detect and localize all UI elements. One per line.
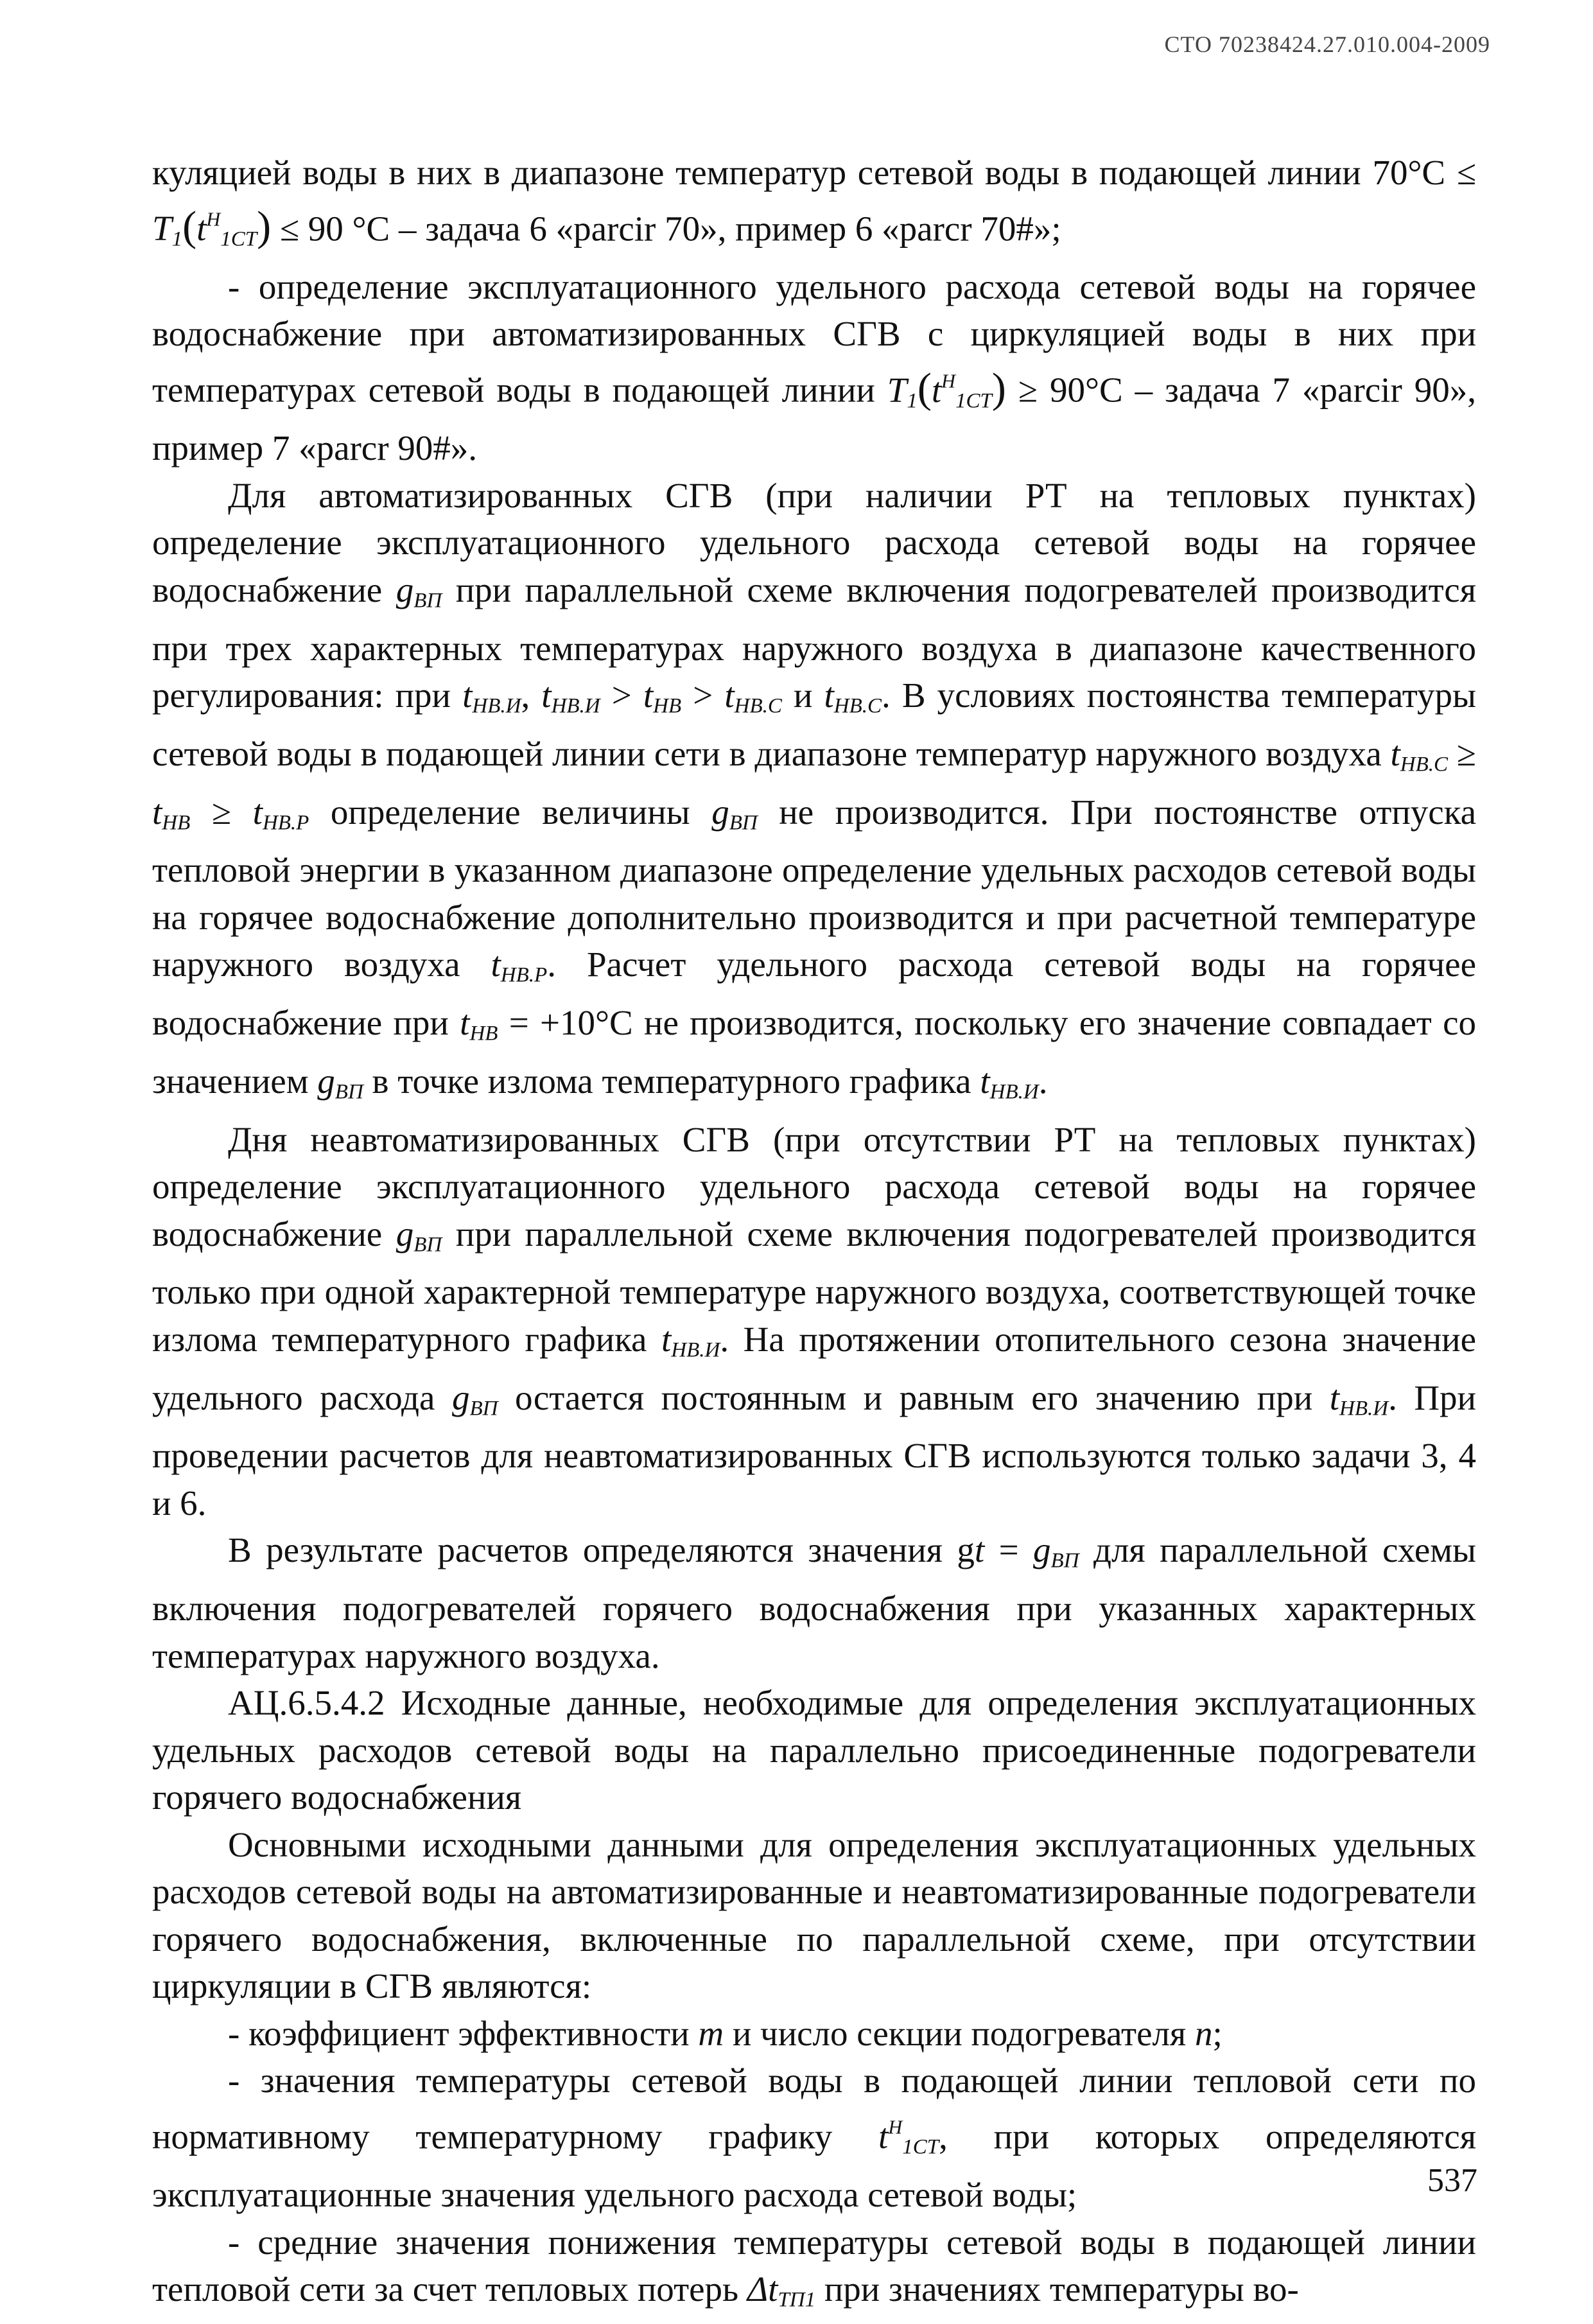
symbol-t-hbi: $t_{НВ.И}$: [661, 1319, 720, 1362]
symbol-t-hb: $t_{НВ}$: [152, 792, 191, 834]
symbol-t-hbi: $t_{НВ.И}$: [462, 676, 521, 718]
formula-T1-t1ct: $T_1(t^Н_{1СТ})$: [887, 364, 1006, 412]
text-line: куляцией воды в них в диапазоне температур сетевой воды в подающей линии: [152, 153, 1361, 192]
symbol-g-vp: $g_{ВП}$: [711, 792, 758, 834]
text-fragment: 70°С ≤: [1372, 153, 1477, 192]
paragraph-results: В результате расчетов определяются значения gt = $g_{ВП}$ для параллельной схемы включения подогревателей горячего водоснабжения при указанных характерных температурах наружного воздуха.: [152, 1530, 1476, 1675]
symbol-n: n: [1194, 2013, 1213, 2053]
formula-T1-t1ct: $T_1(t^Н_{1СТ})$: [152, 203, 272, 251]
symbol-t-hbi: $t_{НВ.И}$: [541, 676, 600, 718]
symbol-t-hbc: $t_{НВ.С}$: [824, 676, 882, 718]
symbol-t-hb: $t_{НВ}$: [643, 676, 682, 718]
paragraph-non-automated-sgv: Дня неавтоматизированных СГВ (при отсутствии РТ на тепловых пунктах) определение эксплуатационного удельного расхода сетевой воды на горячее водоснабжение $g_{ВП}$ при параллельной схеме включения подогревателей производится только при одной характерной температуре наружного воздуха, соответствующей точке излома температурного графика $t_{НВ.И}$. На протяжении отопительного сезона значение удельного расхода $g_{ВП}$ остается постоянным и равным его значению при $t_{НВ.И}$. При проведении расчетов для неавтоматизированных СГВ используются только задачи 3, 4 и 6.: [152, 1119, 1476, 1523]
symbol-delta-t-tp1: $\Delta t_{ТП1}$: [747, 2269, 816, 2312]
list-item-coefficient: - коэффициент эффективности m и число секции подогревателя n;: [228, 2013, 1223, 2053]
document-body: [152, 149, 1476, 2324]
symbol-m: m: [698, 2013, 724, 2053]
symbol-t-hb: $t_{НВ}$: [460, 1003, 498, 1045]
paragraph-automated-sgv: Для автоматизированных СГВ (при наличии РТ на тепловых пунктах) определение эксплуатационного удельного расхода сетевой воды на горячее водоснабжение $g_{ВП}$ при параллельной схеме включения подогревателей производится при трех характерных температурах наружного воздуха в диапазоне качественного регулирования: при $t_{НВ.И}$, $t_{НВ.И} > t_{НВ} > t_{НВ.С}$ и $t_{НВ.С}$. В условиях постоянства температуры сетевой воды в подающей линии сети в диапазоне температур наружного воздуха $t_{НВ.С} \ge t_{НВ} \ge t_{НВ.Р}$ определение величины $g_{ВП}$ не производится. При постоянстве отпуска тепловой энергии в указанном диапазоне определение удельных расходов сетевой воды на горячее водоснабжение дополнительно производится и при расчетной температуре наружного воздуха $t_{НВ.Р}$. Расчет удельного расхода сетевой воды на горячее водоснабжение при $t_{НВ} = +10^\circ С$ не производится, поскольку его значение совпадает со значением $g_{ВП}$ в точке излома температурного графика $t_{НВ.И}$.: [152, 475, 1477, 1104]
symbol-t-hbi: $t_{НВ.И}$: [980, 1061, 1039, 1104]
list-item-task-7: [152, 263, 1476, 472]
document-code-header: СТО 70238424.27.010.004-2009: [1164, 31, 1490, 57]
symbol-g-vp: $g_{ВП}$: [317, 1061, 363, 1104]
symbol-g-vp: $g_{ВП}$: [396, 1214, 442, 1256]
symbol-g-vp: $g_{ВП}$: [396, 570, 442, 613]
page-number: 537: [1427, 2162, 1477, 2199]
list-item-temperature-values: - значения температуры сетевой воды в подающей линии тепловой сети по нормативному температурному графику $t^Н_{1СТ}$, при которых определяются эксплуатационные значения удельного расхода сетевой воды;: [152, 2061, 1477, 2215]
list-item-heat-losses: - средние значения понижения температуры сетевой воды в подающей линии тепловой сети за счет тепловых потерь $\Delta t_{ТП1}$ при значениях температуры во-: [152, 2222, 1476, 2312]
symbol-t-hbp: $t_{НВ.Р}$: [252, 792, 309, 834]
symbol-t-hbc: $t_{НВ.С}$: [724, 676, 782, 718]
section-heading-6-5-4-2: АЦ.6.5.4.2 Исходные данные, необходимые для определения эксплуатационных удельных расходов сетевой воды на параллельно присоединенные подогреватели горячего водоснабжения: [152, 1683, 1476, 1817]
text-fragment: ≥ 90°С – задача 7 «parcir 90», пример 7 «parcr 90#».: [152, 370, 1476, 468]
text-fragment: - определение эксплуатационного удельного расхода сетевой воды на горячее водоснабжение при автоматизированных СГВ с циркуляцией воды в них при температурах сетевой воды в подающей линии: [152, 266, 1476, 410]
symbol-t: t: [974, 1530, 985, 1570]
symbol-g-vp: $g_{ВП}$: [1033, 1530, 1079, 1573]
text-fragment: ≤ 90 °С – задача 6 «parcir 70», пример 6 «parcr 70#»;: [271, 209, 1061, 249]
symbol-g-vp: $g_{ВП}$: [451, 1377, 498, 1420]
paragraph-initial-data: Основными исходными данными для определения эксплуатационных удельных расходов сетевой воды на автоматизированные и неавтоматизированные подогреватели горячего водоснабжения, включенные по параллельной схеме, при отсутствии циркуляции в СГВ являются:: [152, 1824, 1476, 2006]
paragraph-continuation: [152, 149, 1476, 263]
symbol-t-hbp: $t_{НВ.Р}$: [491, 945, 548, 987]
symbol-t-1ct: $t^Н_{1СТ}$: [878, 2116, 939, 2159]
symbol-t-hbi: $t_{НВ.И}$: [1329, 1377, 1389, 1420]
symbol-t-hbc: $t_{НВ.С}$: [1390, 733, 1449, 776]
